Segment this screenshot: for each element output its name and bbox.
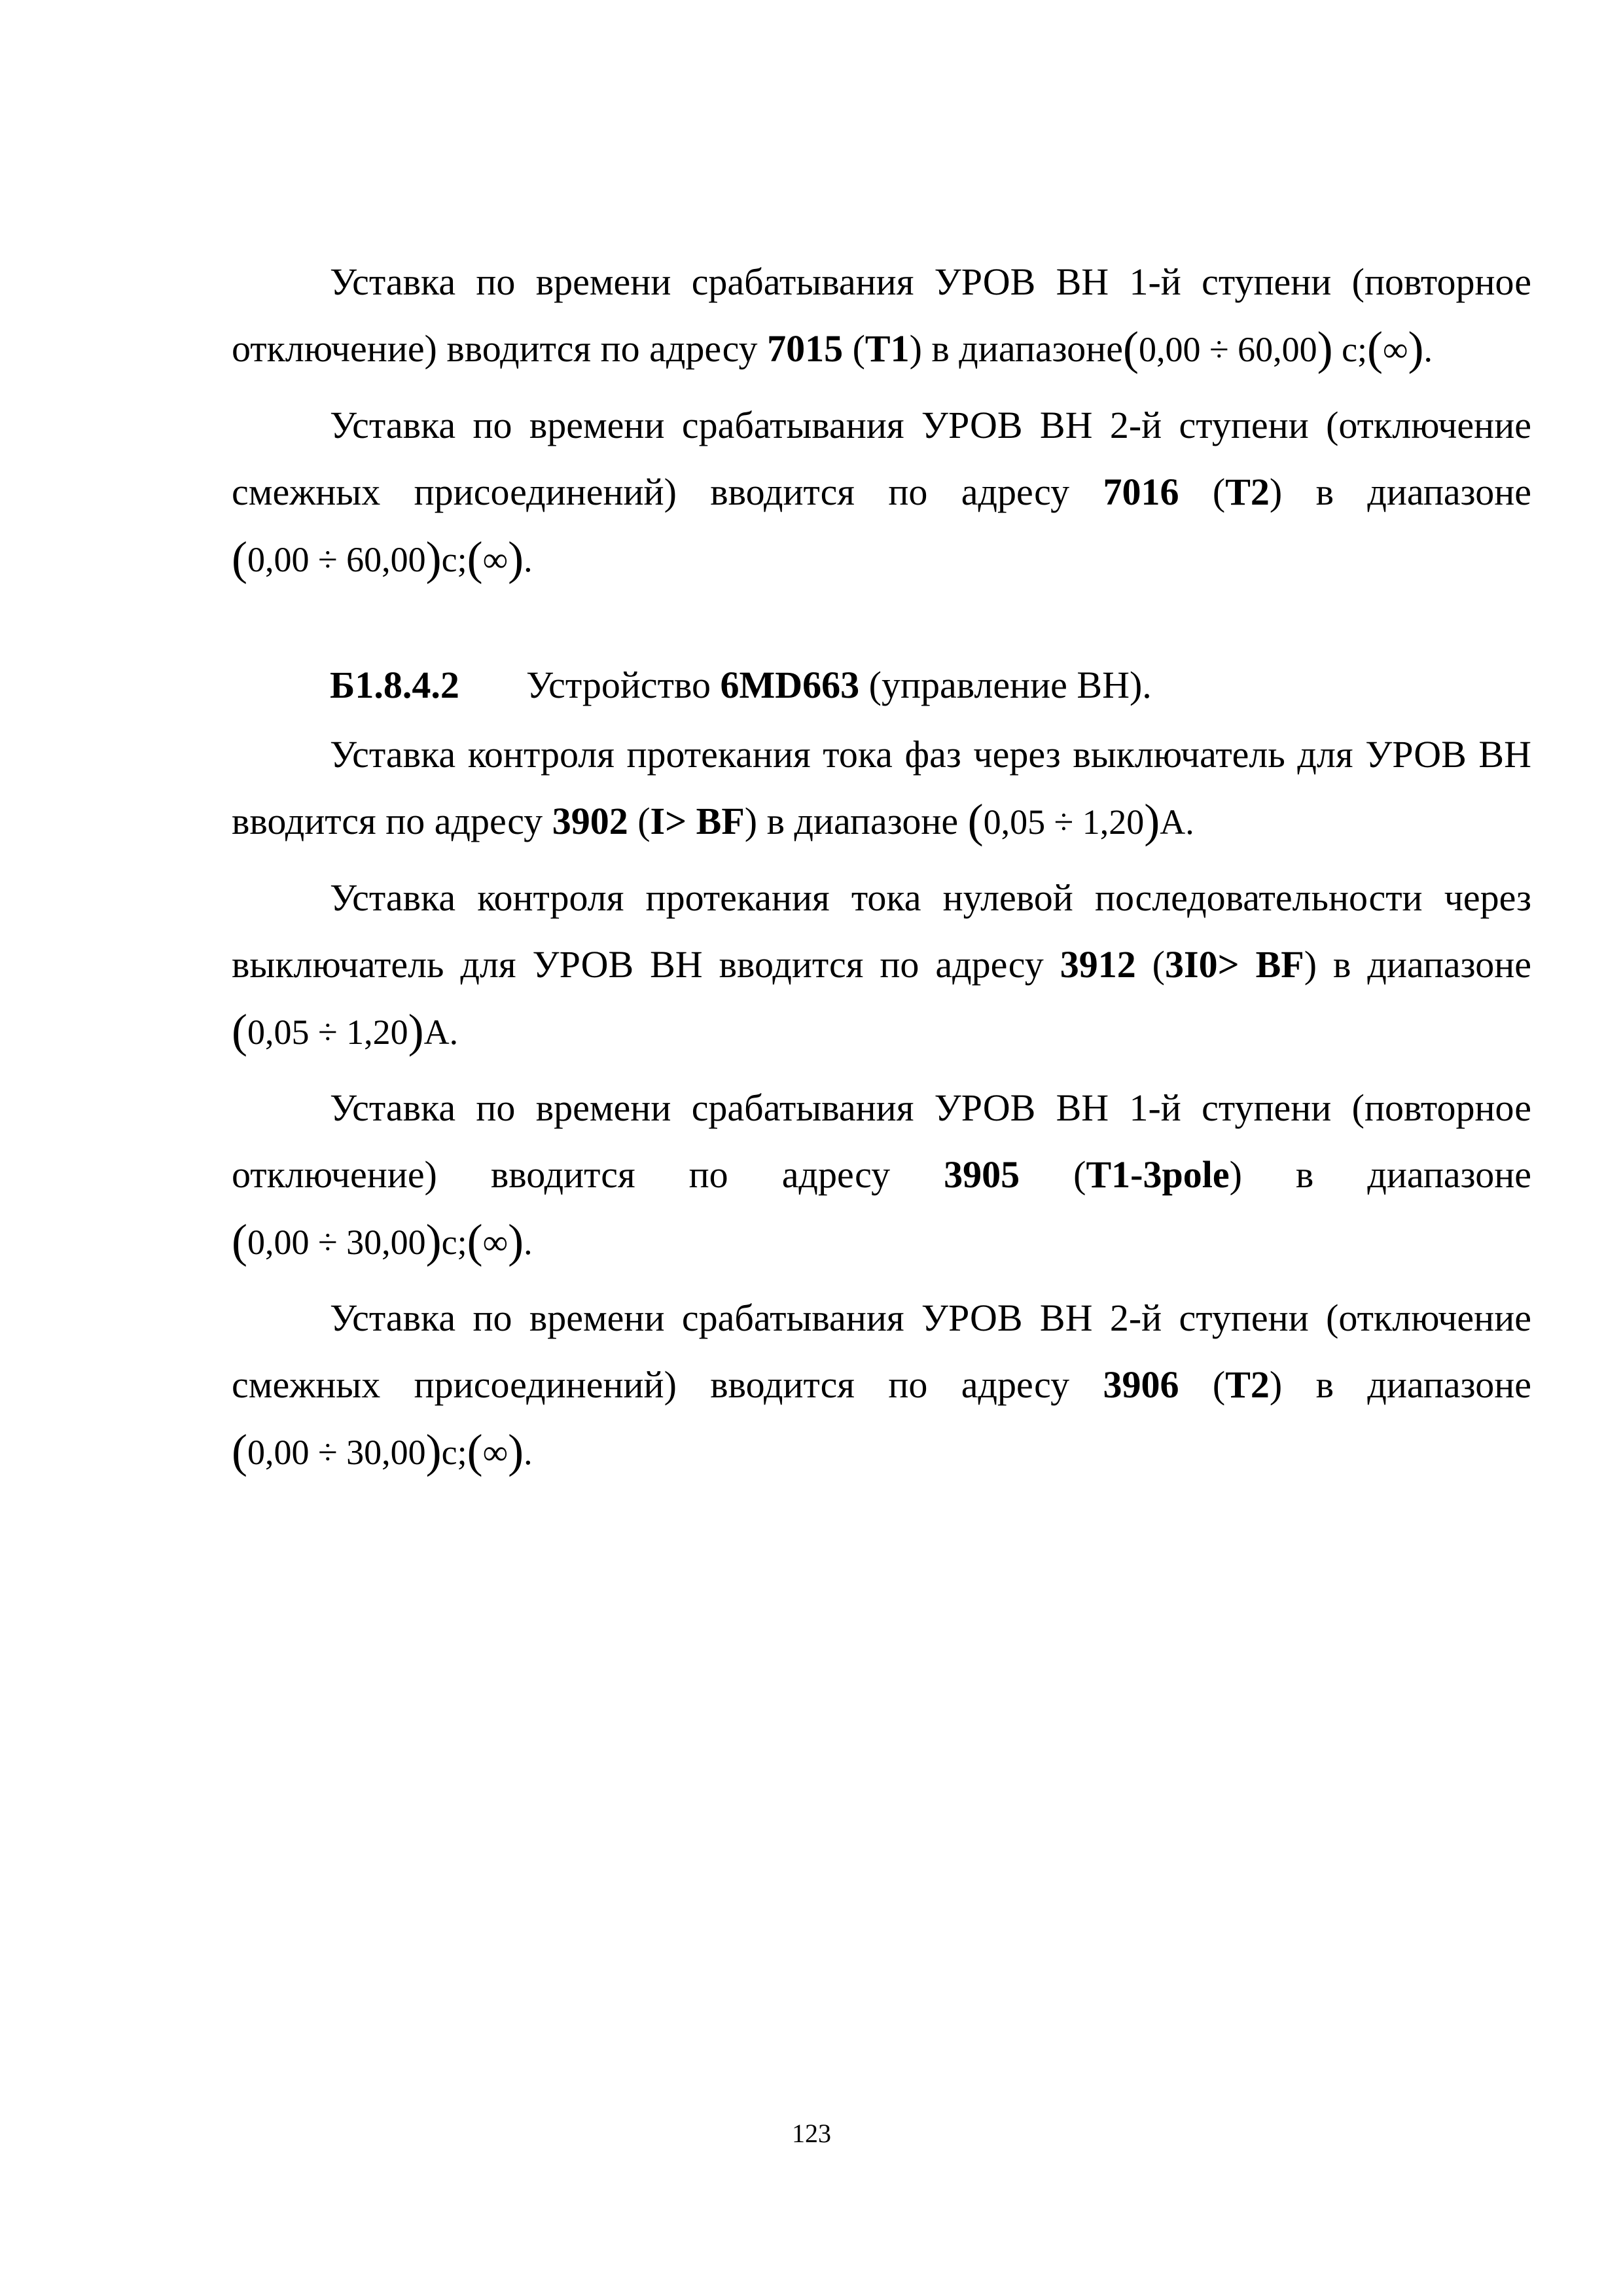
formula-paren-open: (: [232, 1425, 247, 1477]
paragraph-3: [232, 721, 1531, 855]
parameter-name: T2: [1225, 1363, 1270, 1406]
section-heading: [232, 652, 1531, 719]
formula-paren-close: ): [1144, 795, 1160, 847]
formula-paren-open: (: [232, 532, 247, 584]
paragraph-text: ) в диапазоне: [909, 327, 1123, 370]
formula-paren-open: (: [467, 1425, 483, 1477]
infinity-symbol: ∞: [482, 1223, 508, 1262]
paragraph-text: Уставка по времени срабатывания УРОВ ВН 1-й ступени (повторное отключение) вводится по адресу: [232, 1086, 1531, 1196]
range-value: 0,00 ÷ 30,00: [247, 1433, 426, 1472]
paragraph-text: ) в диапазоне: [744, 800, 968, 842]
paren-open: (: [843, 327, 865, 370]
range-formula: [232, 1425, 533, 1477]
formula-paren-open: (: [232, 1005, 247, 1057]
range-formula: [232, 1215, 533, 1267]
device-name: 6MD663: [720, 664, 860, 706]
paragraph-text: Уставка контроля протекания тока нулевой последовательности через выключатель для УРОВ ВН вводится по адресу: [232, 876, 1531, 986]
range-value: 0,05 ÷ 1,20: [983, 802, 1145, 842]
range-value: 0,00 ÷ 30,00: [247, 1223, 426, 1262]
parameter-name: I> BF: [650, 800, 745, 842]
range-formula: [1122, 322, 1433, 374]
formula-paren-close: ): [425, 1425, 442, 1477]
parameter-name: T1-3pole: [1086, 1153, 1230, 1196]
paragraph-5: [232, 1075, 1531, 1276]
range-unit: с;: [1332, 330, 1368, 369]
period: .: [524, 1433, 533, 1472]
paragraph-6: [232, 1285, 1531, 1486]
paragraph-text: ) в диапазоне: [1229, 1153, 1531, 1196]
paragraph-text: ) в диапазоне: [1269, 471, 1531, 513]
paragraph-text: ) в диапазоне: [1304, 943, 1531, 986]
paragraph-text: Уставка по времени срабатывания УРОВ ВН 2-й ступени (отключение смежных присоединений) вводится по адресу: [232, 1297, 1531, 1406]
formula-paren-close: ): [408, 1005, 424, 1057]
page-number: 123: [792, 2119, 831, 2148]
range-unit: с;: [441, 1223, 467, 1262]
range-formula: [232, 1005, 459, 1057]
formula-paren-open: (: [1122, 322, 1139, 374]
paren-open: (: [1020, 1153, 1086, 1196]
page-content: [232, 249, 1531, 1495]
period: .: [1423, 330, 1433, 369]
address-value: 3906: [1103, 1363, 1179, 1406]
paragraph-text: ) в диапазоне: [1269, 1363, 1531, 1406]
formula-paren-close: ): [508, 1425, 524, 1477]
infinity-symbol: ∞: [482, 540, 508, 579]
infinity-symbol: ∞: [1383, 330, 1408, 369]
parameter-name: T1: [865, 327, 910, 370]
address-value: 3912: [1060, 943, 1136, 986]
formula-paren-close: ): [1317, 322, 1333, 374]
paragraph-text: Уставка по времени срабатывания УРОВ ВН 1-й ступени (повторное отключение) вводится по адресу: [232, 260, 1531, 370]
period: .: [524, 1223, 533, 1262]
range-formula: [967, 795, 1194, 847]
range-value: 0,00 ÷ 60,00: [247, 540, 426, 579]
formula-paren-open: (: [467, 1215, 483, 1267]
formula-paren-close: ): [425, 1215, 442, 1267]
address-value: 7015: [767, 327, 844, 370]
paren-open: (: [628, 800, 651, 842]
range-unit: с;: [441, 1433, 467, 1472]
range-unit: с;: [441, 540, 467, 579]
paragraph-text: Уставка по времени срабатывания УРОВ ВН 2-й ступени (отключение смежных присоединений) вводится по адресу: [232, 404, 1531, 513]
formula-paren-open: (: [467, 532, 483, 584]
paren-open: (: [1179, 1363, 1226, 1406]
infinity-symbol: ∞: [482, 1433, 508, 1472]
section-text: (управление ВН).: [859, 664, 1152, 706]
formula-paren-close: ): [508, 532, 524, 584]
formula-paren-close: ): [425, 532, 442, 584]
paren-open: (: [1135, 943, 1165, 986]
paragraph-4: [232, 865, 1531, 1066]
range-formula: [232, 532, 533, 584]
parameter-name: 3I0> BF: [1165, 943, 1304, 986]
range-value: 0,05 ÷ 1,20: [247, 1013, 408, 1052]
section-text: Устройство: [526, 664, 721, 706]
range-value: 0,00 ÷ 60,00: [1138, 330, 1317, 369]
paragraph-text: Уставка контроля протекания тока фаз через выключатель для УРОВ ВН вводится по адресу: [232, 733, 1531, 842]
paren-open: (: [1179, 471, 1226, 513]
parameter-name: T2: [1225, 471, 1270, 513]
address-value: 3902: [552, 800, 628, 842]
section-number: Б1.8.4.2: [330, 664, 459, 706]
paragraph-2: [232, 392, 1531, 593]
range-unit: А.: [423, 1013, 459, 1052]
formula-paren-close: ): [508, 1215, 524, 1267]
formula-paren-open: (: [1367, 322, 1383, 374]
range-unit: А.: [1160, 802, 1194, 842]
address-value: 7016: [1103, 471, 1179, 513]
formula-paren-open: (: [967, 795, 984, 847]
period: .: [524, 540, 533, 579]
address-value: 3905: [944, 1153, 1020, 1196]
formula-paren-close: ): [1408, 322, 1424, 374]
formula-paren-open: (: [232, 1215, 247, 1267]
paragraph-1: [232, 249, 1531, 383]
